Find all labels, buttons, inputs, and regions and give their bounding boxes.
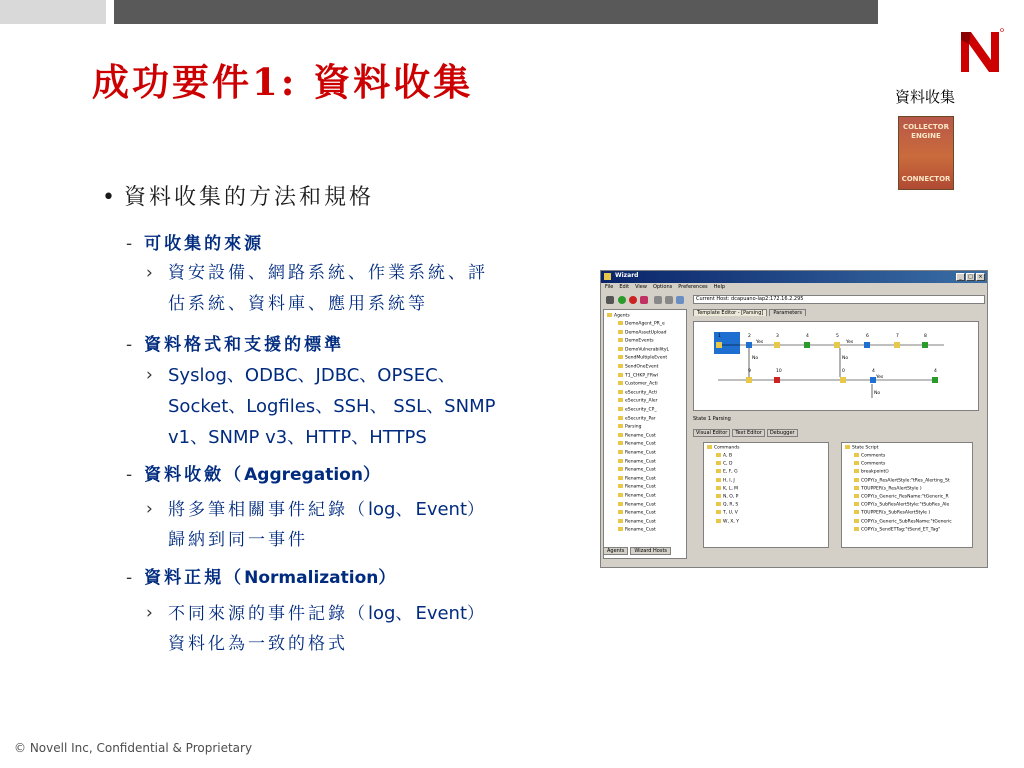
detail-line-part: ） [467, 500, 488, 520]
commands-root: Commands [707, 445, 739, 451]
flow-node [774, 377, 780, 383]
script-line: TOUPPER(s_ResAlertStyle ) [854, 486, 922, 492]
agent-item: eSecurity_CP_ [618, 407, 657, 413]
command-item: W, X, Y [716, 519, 739, 525]
main-bullet: • 資料收集的方法和規格 [102, 185, 374, 210]
flow-number: 1 [718, 334, 721, 339]
sub-bullet: - 可收集的來源 [126, 234, 265, 254]
folder-icon [618, 459, 623, 463]
agent-item: Customer_Acti [618, 381, 658, 387]
flow-node [894, 342, 900, 348]
folder-icon [618, 390, 623, 394]
agent-item: Rename_Cust [618, 510, 656, 516]
menu-help: Help [713, 284, 726, 290]
folder-icon [707, 445, 712, 449]
folder-icon [618, 424, 623, 428]
agent-item: Rename_Cust [618, 484, 656, 490]
main-bullet-text: 資料收集的方法和規格 [123, 185, 374, 210]
folder-icon [716, 494, 721, 498]
stop-icon [629, 296, 637, 304]
command-item: T, U, V [716, 510, 738, 516]
menu-preferences: Preferences [678, 284, 708, 290]
detail-line: 資料化為一致的格式 [168, 634, 348, 654]
flow-label: No [752, 356, 759, 361]
host-field: Current Host: dcapuano-lap2:172.16.2.295 [693, 295, 985, 304]
footer-copyright: © Novell Inc, Confidential & Proprietary [14, 741, 253, 755]
script-line: COPY(s_Generic_SubResName:"tGeneric [854, 519, 952, 525]
minimize-icon: _ [956, 273, 965, 281]
agent-item: SendMultipleEvent [618, 355, 667, 361]
app-icon [604, 273, 611, 280]
flow-node [774, 342, 780, 348]
sub-tabs [693, 429, 800, 437]
script-line: COPY(s_SendETTag:"tSend_ET_Tag" [854, 527, 940, 533]
command-item: A, B [716, 453, 732, 459]
folder-icon [618, 330, 623, 334]
flow-node [746, 342, 752, 348]
flow-number: 5 [836, 334, 839, 339]
flow-number: 3 [776, 334, 779, 339]
command-item: N, O, P [716, 494, 738, 500]
agents-tabs [603, 547, 673, 555]
agent-item: DemoEvents [618, 338, 654, 344]
agent-item: Rename_Cust [618, 433, 656, 439]
agent-item: DemoAgent_PR_e [618, 321, 665, 327]
save-icon [606, 296, 614, 304]
detail-line-part: 將多筆相關事件紀錄（ [168, 500, 368, 520]
flow-canvas [693, 321, 979, 411]
sub-bullet-end: ） [362, 465, 383, 485]
folder-icon [618, 364, 623, 368]
command-item: K, L, M [716, 486, 738, 492]
folder-icon [845, 445, 850, 449]
command-item: Q, R, S [716, 502, 738, 508]
agent-item: Rename_Cust [618, 450, 656, 456]
agent-item: Rename_Cust [618, 441, 656, 447]
flow-number: 4 [872, 369, 875, 374]
top-bar-dark [114, 0, 878, 24]
folder-icon [854, 469, 859, 473]
folder-icon [618, 510, 623, 514]
flow-node [932, 377, 938, 383]
tab-wizard-hosts: Wizard Hosts [630, 547, 671, 555]
script-root: State Script [845, 445, 878, 451]
flow-number: 8 [924, 334, 927, 339]
detail-line-part: 、 [395, 604, 416, 624]
folder-icon [618, 502, 623, 506]
folder-icon [854, 453, 859, 457]
folder-icon [618, 519, 623, 523]
detail-line-part: Event [415, 499, 468, 520]
sub-bullet-text: 可收集的來源 [144, 234, 265, 254]
flow-label: No [842, 356, 849, 361]
tab-agents: Agents [603, 547, 628, 555]
agent-item: SendOneEvent [618, 364, 658, 370]
folder-icon [618, 373, 623, 377]
window-titlebar [601, 271, 987, 283]
agent-item: Rename_Cust [618, 527, 656, 533]
menu-edit: Edit [619, 284, 630, 290]
script-line: Comments [854, 453, 885, 459]
flow-node [864, 342, 870, 348]
folder-icon [716, 502, 721, 506]
folder-icon [618, 355, 623, 359]
command-item: E, F, G [716, 469, 738, 475]
script-line: Comments [854, 461, 885, 467]
detail-line-part: ） [467, 604, 488, 624]
maximize-icon: □ [966, 273, 975, 281]
folder-icon [618, 338, 623, 342]
tool-icon [676, 296, 684, 304]
tab-text-editor: Text Editor [732, 429, 765, 437]
agent-item: Rename_Cust [618, 476, 656, 482]
commands-tree [703, 442, 829, 548]
flow-node [922, 342, 928, 348]
folder-icon [854, 494, 859, 498]
flow-label: Yes [846, 340, 854, 345]
folder-icon [716, 478, 721, 482]
run-icon [618, 296, 626, 304]
detail-line-part: log [368, 499, 396, 520]
agent-item: eSecurity_Acti [618, 390, 657, 396]
detail-line-part: 、 [395, 500, 416, 520]
agent-item: Rename_Cust [618, 493, 656, 499]
tab-template-editor: Template Editor - [Parsing] [693, 309, 767, 316]
top-bar-light [0, 0, 106, 24]
script-line: COPY(s_Generic_ResName:"tGeneric_R [854, 494, 949, 500]
state-script-tree [841, 442, 973, 548]
agent-item: Rename_Cust [618, 459, 656, 465]
agent-item: Parsing [618, 424, 641, 430]
badge-line-2: ENGINE [911, 132, 941, 140]
agent-item: eSecurity_Aler [618, 398, 657, 404]
slide-title: 成功要件1: 資料收集 [92, 60, 474, 104]
flow-label: No [874, 391, 881, 396]
folder-icon [618, 441, 623, 445]
agent-item: T1_CHKP_FRwl [618, 373, 658, 379]
folder-icon [854, 486, 859, 490]
tab-debugger: Debugger [767, 429, 798, 437]
sub-bullet-text: 資料正規（ [144, 568, 245, 588]
tool-icon [665, 296, 673, 304]
folder-icon [716, 510, 721, 514]
command-item: H, I, J [716, 478, 735, 484]
detail-line-part: log [368, 603, 396, 624]
tab-visual-editor: Visual Editor [693, 429, 730, 437]
flow-label: Yes [756, 340, 764, 345]
detail-line [168, 598, 487, 630]
folder-icon [716, 486, 721, 490]
close-icon: × [976, 273, 985, 281]
folder-icon [854, 478, 859, 482]
menu-file: File [605, 284, 614, 290]
flow-node [746, 377, 752, 383]
flow-node [834, 342, 840, 348]
editor-tabs [693, 309, 808, 316]
sub-bullet-text: 資料收斂（ [144, 465, 245, 485]
agent-item: DemoVulnerabilityL [618, 347, 669, 353]
folder-icon [618, 484, 623, 488]
detail-line: 估系統、資料庫、應用系統等 [168, 294, 428, 314]
script-line: breakpoint() [854, 469, 889, 475]
folder-icon [618, 493, 623, 497]
menu-view: View [635, 284, 647, 290]
sub-bullet-text: 資料格式和支援的標準 [144, 335, 345, 355]
command-item: C, D [716, 461, 732, 467]
folder-icon [618, 398, 623, 402]
detail-line: 資安設備、網路系統、作業系統、評 [168, 263, 488, 283]
tool-icon [654, 296, 662, 304]
detail-line-part: Event [415, 603, 468, 624]
agents-tree [603, 309, 687, 559]
flow-label: Yes [876, 375, 884, 380]
folder-icon [854, 461, 859, 465]
folder-icon [618, 476, 623, 480]
folder-icon [618, 433, 623, 437]
detail-line: v1、SNMP v3、HTTP、HTTPS [168, 427, 427, 448]
sub-bullet: - 資料正規（Normalization） [126, 568, 399, 588]
sub-bullet-latin: Normalization [244, 568, 379, 588]
folder-icon [716, 469, 721, 473]
folder-icon [854, 527, 859, 531]
tree-root: Agents [607, 313, 630, 319]
detail-line-part: 不同來源的事件記錄（ [168, 604, 368, 624]
flow-number: 6 [866, 334, 869, 339]
folder-icon [854, 510, 859, 514]
agent-item: Rename_Cust [618, 467, 656, 473]
detail-line [168, 494, 487, 526]
agent-item: Rename_Cust [618, 502, 656, 508]
folder-icon [716, 519, 721, 523]
badge-line-3: CONNECTOR [901, 175, 951, 183]
agent-item: DemoAssetUpload [618, 330, 666, 336]
editor-pane [693, 309, 985, 565]
flow-number: 0 [842, 369, 845, 374]
sub-bullet: - 資料格式和支援的標準 [126, 335, 345, 355]
flow-number: 4 [934, 369, 937, 374]
folder-icon [716, 461, 721, 465]
flow-node [716, 342, 722, 348]
sub-bullet-latin: Aggregation [244, 465, 363, 485]
tool-icon [640, 296, 648, 304]
folder-icon [618, 321, 623, 325]
agent-item: Rename_Cust [618, 519, 656, 525]
sub-bullet-end: ） [378, 568, 399, 588]
flow-number: 10 [776, 369, 782, 374]
window-title: Wizard [615, 272, 639, 279]
badge-line-1: COLLECTOR [902, 123, 950, 131]
tab-parameters: Parameters [769, 309, 806, 316]
folder-icon [854, 519, 859, 523]
detail-line: Syslog、ODBC、JDBC、OPSEC、 [168, 365, 456, 386]
flow-number: 2 [748, 334, 751, 339]
folder-icon [607, 313, 612, 317]
script-line: TOUPPER(s_SubResAlertStyle ) [854, 510, 930, 516]
menu-options: Options [652, 284, 673, 290]
script-line: COPY(s_SubResAlertStyle:"tSubRes_Ale [854, 502, 949, 508]
collector-connector-icon [898, 116, 954, 190]
folder-icon [618, 527, 623, 531]
flow-number: 9 [748, 369, 751, 374]
folder-icon [618, 450, 623, 454]
folder-icon [716, 453, 721, 457]
folder-icon [618, 416, 623, 420]
flow-number: 7 [896, 334, 899, 339]
novell-logo-icon [957, 24, 1005, 76]
flow-node [804, 342, 810, 348]
script-line: COPY(s_ResAlertStyle:"tRes_Alerting_St [854, 478, 950, 484]
flow-node [840, 377, 846, 383]
folder-icon [618, 407, 623, 411]
sub-bullet: - 資料收斂（Aggregation） [126, 465, 383, 485]
wizard-screenshot [600, 270, 988, 568]
folder-icon [618, 347, 623, 351]
state-title: State 1 Parsing [693, 416, 731, 422]
agent-item: eSecurity_Par [618, 416, 656, 422]
folder-icon [618, 467, 623, 471]
folder-icon [618, 381, 623, 385]
side-label: 資料收集 [894, 88, 955, 106]
menu-bar [605, 284, 731, 293]
detail-line: Socket、Logfiles、SSH、 SSL、SNMP [168, 396, 496, 417]
folder-icon [854, 502, 859, 506]
flow-number: 4 [806, 334, 809, 339]
detail-line: 歸納到同一事件 [168, 530, 308, 550]
